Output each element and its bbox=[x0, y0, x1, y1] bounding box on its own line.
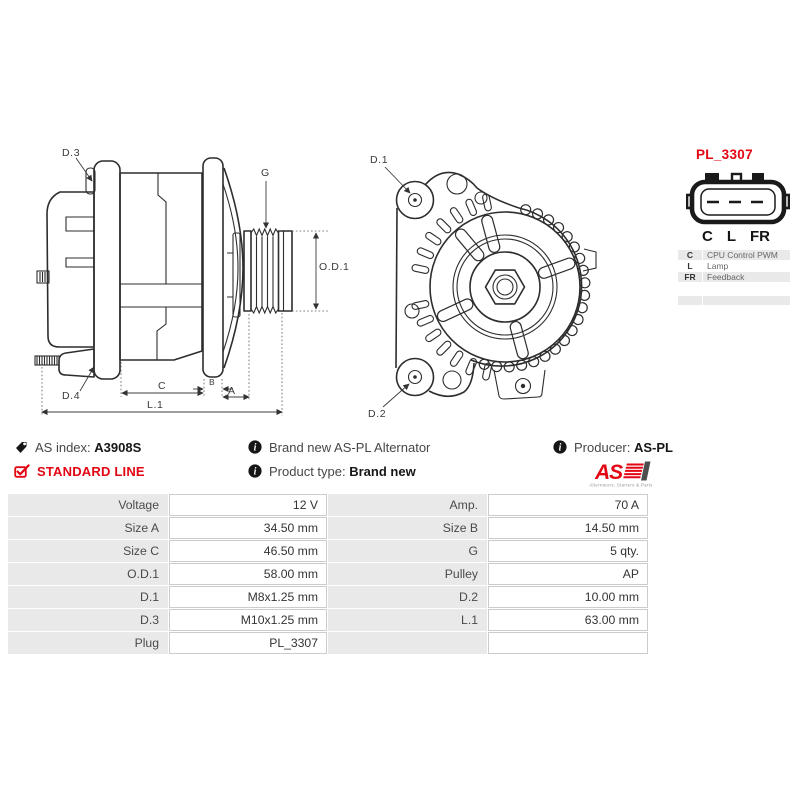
dim-label-d2: D.2 bbox=[368, 408, 387, 420]
svg-text:Alternators, Starters & Parts: Alternators, Starters & Parts bbox=[589, 482, 653, 488]
spec-key: O.D.1 bbox=[8, 563, 168, 585]
spec-value: PL_3307 bbox=[169, 632, 327, 654]
dim-label-od1: O.D.1 bbox=[319, 261, 350, 273]
alternator-front-view bbox=[368, 154, 596, 420]
spec-key: L.1 bbox=[328, 609, 487, 631]
as-index-item bbox=[14, 438, 141, 456]
brand-new-item bbox=[248, 438, 430, 456]
dim-label-l1: L.1 bbox=[147, 399, 164, 411]
spec-value: 46.50 mm bbox=[169, 540, 327, 562]
technical-drawings bbox=[0, 125, 660, 437]
spec-value: 12 V bbox=[169, 494, 327, 516]
dim-label-d1: D.1 bbox=[370, 154, 389, 166]
pulley bbox=[244, 229, 292, 313]
spec-value: AP bbox=[488, 563, 648, 585]
spec-key: Plug bbox=[8, 632, 168, 654]
connector-pin-labels bbox=[686, 228, 790, 245]
legend-pin: L bbox=[678, 261, 702, 271]
spec-key bbox=[328, 632, 487, 654]
pin-legend-table bbox=[678, 250, 790, 305]
info-icon bbox=[553, 440, 567, 454]
spec-value: 70 A bbox=[488, 494, 648, 516]
spec-value bbox=[488, 632, 648, 654]
spec-key: Size C bbox=[8, 540, 168, 562]
dim-label-d4: D.4 bbox=[62, 390, 81, 402]
spec-key: Size B bbox=[328, 517, 487, 539]
info-icon bbox=[248, 464, 262, 478]
legend-empty-row bbox=[678, 283, 702, 295]
standard-line-item bbox=[14, 462, 145, 480]
producer-text: Producer: AS-PL bbox=[574, 439, 673, 455]
spec-value: 34.50 mm bbox=[169, 517, 327, 539]
product-type-item bbox=[248, 462, 416, 480]
spec-key: D.3 bbox=[8, 609, 168, 631]
dim-label-a: A bbox=[228, 385, 236, 397]
spec-key: D.2 bbox=[328, 586, 487, 608]
svg-text:i: i bbox=[253, 466, 257, 478]
pin-label-l: L bbox=[726, 228, 737, 245]
as-pl-logo bbox=[588, 459, 654, 489]
spec-key: Voltage bbox=[8, 494, 168, 516]
svg-text:AS: AS bbox=[595, 461, 623, 484]
spec-table bbox=[8, 494, 647, 654]
spec-key: Size A bbox=[8, 517, 168, 539]
spec-value: M10x1.25 mm bbox=[169, 609, 327, 631]
spec-value: 5 qty. bbox=[488, 540, 648, 562]
product-type-text: Product type: Brand new bbox=[269, 463, 416, 479]
svg-text:i: i bbox=[558, 442, 562, 454]
spec-value: 10.00 mm bbox=[488, 586, 648, 608]
legend-pin: FR bbox=[678, 272, 702, 282]
spec-value: 63.00 mm bbox=[488, 609, 648, 631]
spec-key: D.1 bbox=[8, 586, 168, 608]
spec-key: G bbox=[328, 540, 487, 562]
spec-key: Pulley bbox=[328, 563, 487, 585]
dim-label-d3: D.3 bbox=[62, 147, 81, 159]
legend-desc: CPU Control PWM bbox=[703, 250, 790, 260]
dim-label-g: G bbox=[261, 167, 270, 179]
spec-value: 14.50 mm bbox=[488, 517, 648, 539]
brand-new-text: Brand new AS-PL Alternator bbox=[269, 439, 431, 455]
connector-drawing bbox=[686, 169, 790, 229]
vent-slots bbox=[411, 193, 492, 380]
spec-value: 58.00 mm bbox=[169, 563, 327, 585]
pin-label-fr: FR bbox=[750, 228, 771, 245]
info-icon bbox=[248, 440, 262, 454]
spec-value: M8x1.25 mm bbox=[169, 586, 327, 608]
producer-item bbox=[553, 438, 673, 456]
tag-icon bbox=[14, 440, 28, 454]
svg-text:i: i bbox=[253, 442, 257, 454]
standard-line-badge: STANDARD LINE bbox=[37, 463, 145, 479]
pin-label-c: C bbox=[702, 228, 713, 245]
plug-code-title: PL_3307 bbox=[696, 147, 753, 162]
side-view-dimensions bbox=[42, 147, 349, 416]
dim-label-c: C bbox=[158, 380, 167, 392]
alternator-side-view bbox=[35, 147, 349, 416]
legend-desc: Feedback bbox=[703, 272, 790, 282]
spec-key: Amp. bbox=[328, 494, 487, 516]
legend-empty-row bbox=[678, 296, 702, 305]
legend-desc: Lamp bbox=[703, 261, 790, 271]
legend-pin: C bbox=[678, 250, 702, 260]
dim-label-b: B bbox=[209, 377, 215, 387]
as-index-text: AS index: A3908S bbox=[35, 439, 142, 455]
checkbox-checked-icon bbox=[14, 464, 30, 478]
